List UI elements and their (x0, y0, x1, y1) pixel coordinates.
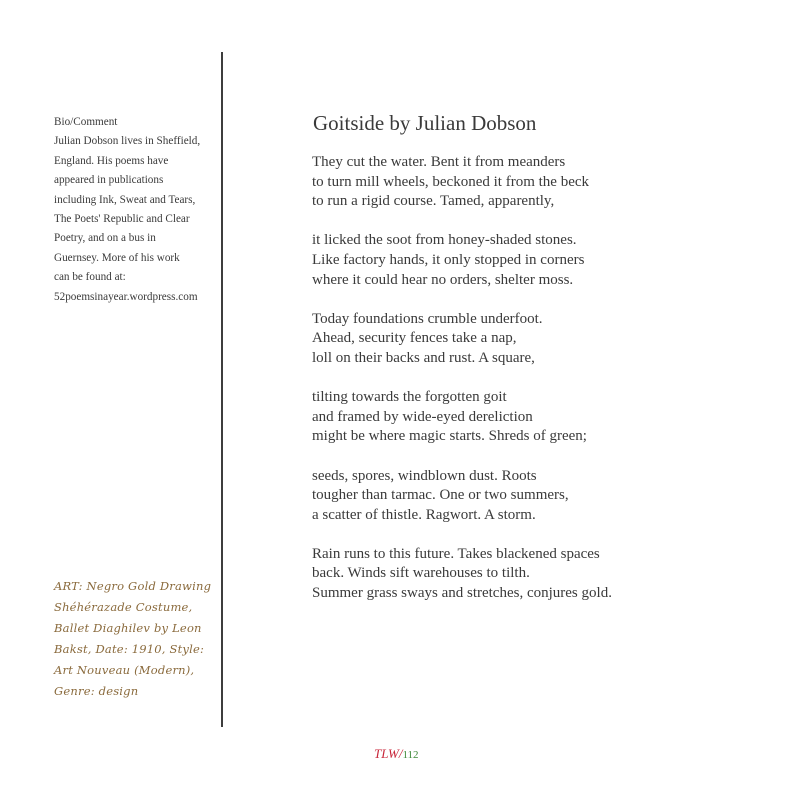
poem-line: tilting towards the forgotten goit (312, 389, 507, 406)
poem-line: tougher than tarmac. One or two summers, (312, 487, 569, 504)
art-credit-line: Ballet Diaghilev by Leon (54, 621, 202, 635)
poem-stanza (312, 467, 612, 526)
bio-line: England. His poems have (54, 154, 169, 167)
bio-line: appeared in publications (54, 174, 164, 187)
poem-line: Today foundations crumble underfoot. (312, 310, 543, 327)
poem-line: and framed by wide-eyed dereliction (312, 408, 533, 425)
column-divider (221, 52, 223, 727)
art-credit-line: Genre: design (54, 684, 139, 698)
poem-body (312, 153, 612, 623)
poem-line: to run a rigid course. Tamed, apparently, (312, 193, 555, 210)
poem-stanza (312, 310, 612, 369)
art-credit-line: Bakst, Date: 1910, Style: (54, 642, 205, 656)
bio-website: 52poemsinayear.wordpress.com (54, 290, 198, 303)
poem-line: loll on their backs and rust. A square, (312, 349, 535, 366)
art-credit (54, 576, 219, 702)
magazine-name: TLW (374, 746, 399, 761)
poem-stanza (312, 545, 612, 604)
poem-line: Ahead, security fences take a nap, (312, 330, 517, 347)
bio-line: including Ink, Sweat and Tears, (54, 193, 196, 206)
poem-line: seeds, spores, windblown dust. Roots (312, 467, 537, 484)
bio-line: Poetry, and on a bus in (54, 232, 156, 245)
art-credit-line: ART: Negro Gold Drawing (54, 579, 212, 593)
poem-line: back. Winds sift warehouses to tilth. (312, 565, 530, 582)
poem-line: Rain runs to this future. Takes blackened spaces (312, 545, 600, 562)
bio-comment (54, 113, 214, 307)
art-credit-line: Shéhérazade Costume, (54, 600, 193, 614)
poem-line: to turn mill wheels, beckoned it from the beck (312, 173, 590, 190)
poem-line: might be where magic starts. Shreds of green; (312, 428, 587, 445)
bio-line: Julian Dobson lives in Sheffield, (54, 135, 201, 148)
poem-line: Summer grass sways and stretches, conjures gold. (312, 585, 612, 602)
bio-line: The Poets' Republic and Clear (54, 213, 190, 226)
footer-separator: / (398, 746, 403, 761)
poem-stanza (312, 388, 612, 447)
bio-heading: Bio/Comment (54, 116, 118, 128)
poem-stanza (312, 231, 612, 290)
art-credit-line: Art Nouveau (Modern), (54, 663, 195, 677)
poem-stanza (312, 153, 612, 212)
poem-line: Like factory hands, it only stopped in corners (312, 251, 585, 268)
poem-line: They cut the water. Bent it from meanders (312, 154, 566, 170)
poem-line: where it could hear no orders, shelter moss. (312, 271, 574, 288)
page-footer (374, 746, 419, 762)
poem-line: a scatter of thistle. Ragwort. A storm. (312, 506, 536, 523)
poem-line: it licked the soot from honey-shaded stones. (312, 232, 577, 249)
bio-line: can be found at: (54, 271, 126, 284)
poem-title: Goitside by Julian Dobson (313, 111, 537, 135)
page-number: 112 (402, 749, 419, 761)
bio-line: Guernsey. More of his work (54, 251, 180, 264)
